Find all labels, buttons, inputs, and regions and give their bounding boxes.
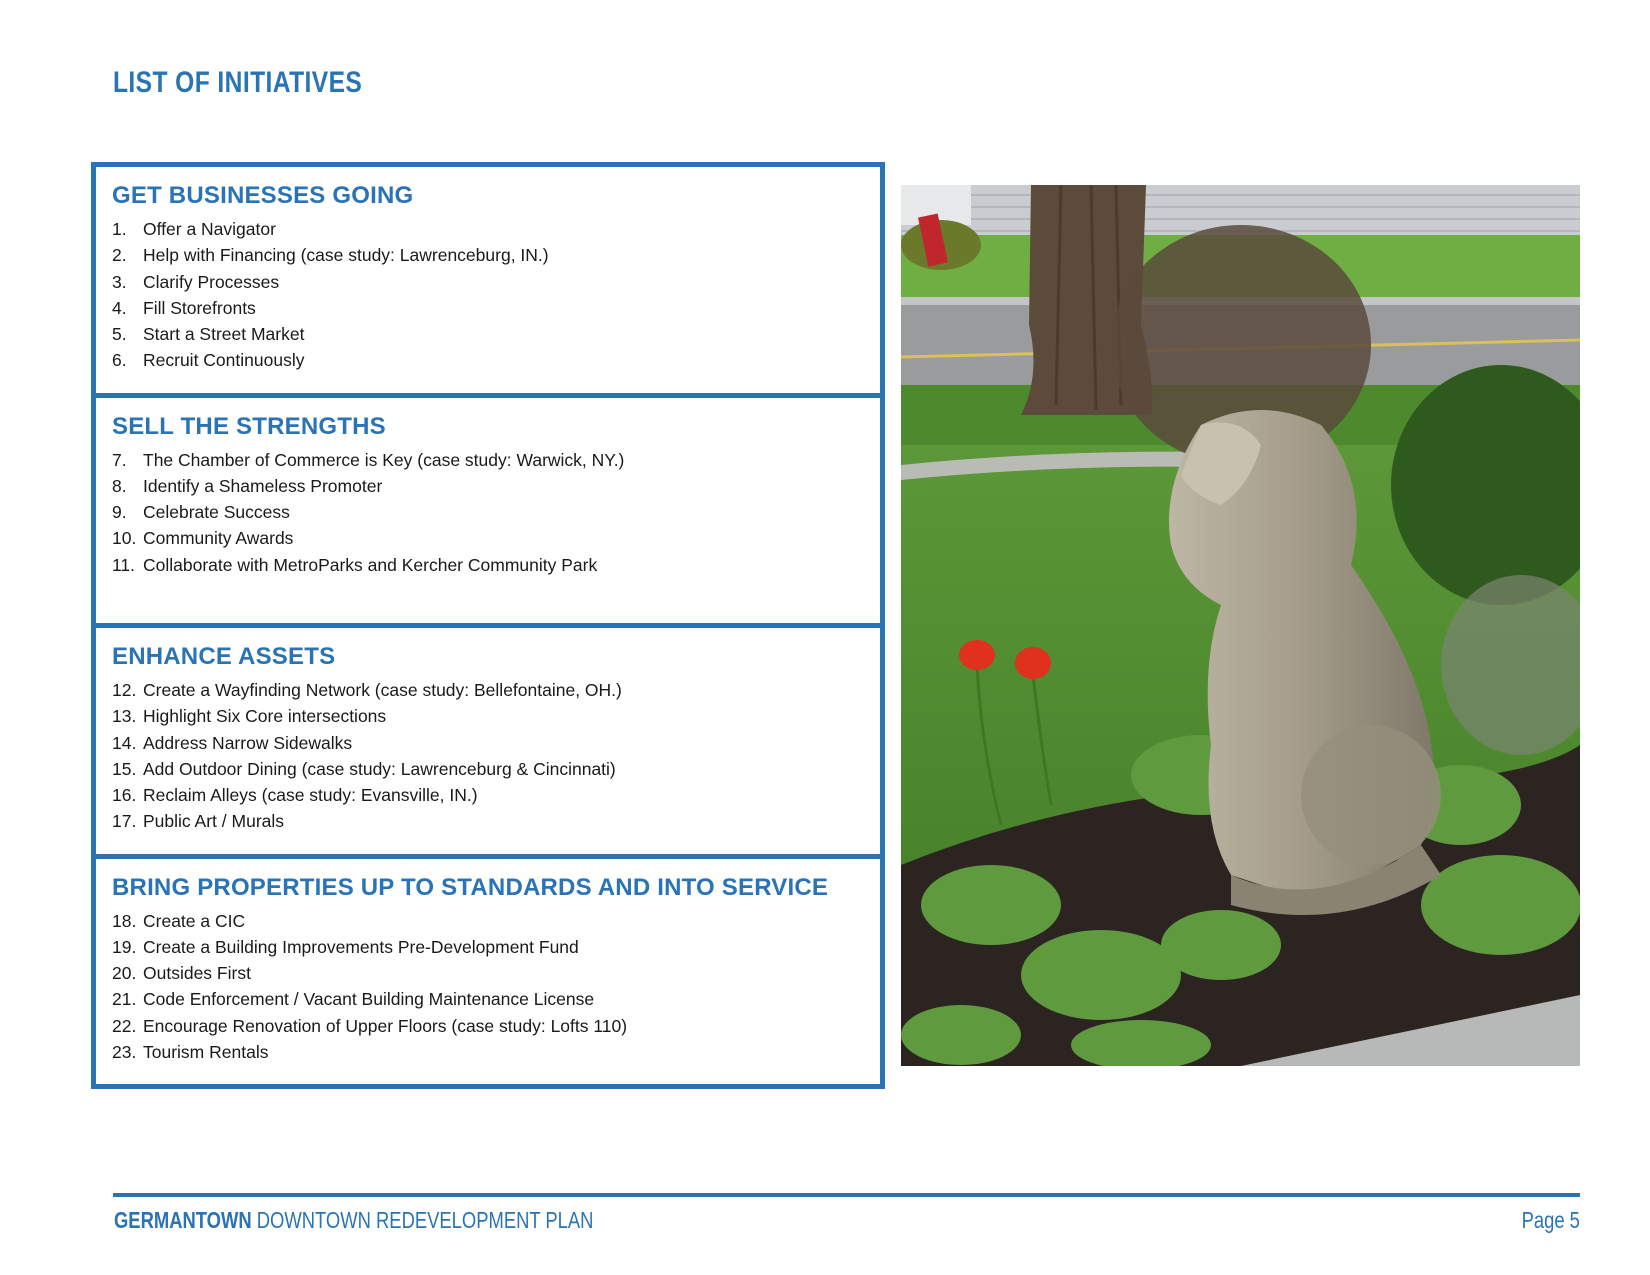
list-item	[112, 756, 864, 782]
list-item	[112, 321, 864, 347]
item-text: Offer a Navigator	[143, 219, 276, 239]
item-number: 1.	[112, 219, 127, 239]
initiative-section	[96, 167, 880, 398]
list-item	[112, 703, 864, 729]
item-text: Highlight Six Core intersections	[143, 706, 387, 727]
item-number: 11.	[112, 554, 136, 575]
initiative-list	[112, 216, 864, 374]
item-text: Code Enforcement / Vacant Building Maintenance License	[143, 989, 595, 1010]
footer-title	[114, 1207, 593, 1234]
initiatives-panel	[91, 162, 885, 1089]
section-title: BRING PROPERTIES UP TO STANDARDS AND INTO SERVICE	[112, 873, 829, 901]
item-text: Identify a Shameless Promoter	[143, 475, 383, 496]
list-item	[112, 447, 864, 473]
initiative-section	[96, 398, 880, 629]
initiative-section	[96, 859, 880, 1085]
item-number: 3.	[112, 271, 127, 292]
item-number: 21.	[112, 989, 137, 1010]
item-text: Public Art / Murals	[143, 811, 285, 832]
item-number: 8.	[112, 475, 127, 496]
item-number: 5.	[112, 324, 127, 345]
section-title: SELL THE STRENGTHS	[112, 412, 386, 440]
item-text: Recruit Continuously	[143, 350, 305, 371]
item-text: Help with Financing (case study: Lawrenceburg, IN.)	[143, 245, 549, 266]
section-title: ENHANCE ASSETS	[112, 643, 336, 670]
list-item	[112, 525, 864, 551]
item-text: The Chamber of Commerce is Key (case study: Warwick, NY.)	[143, 449, 625, 470]
item-number: 19.	[112, 936, 137, 957]
item-text: Reclaim Alleys (case study: Evansville, IN.)	[143, 785, 478, 806]
page-title: LIST OF INITIATIVES	[113, 66, 363, 99]
item-text: Encourage Renovation of Upper Floors (case study: Lofts 110)	[143, 1015, 628, 1036]
list-item	[112, 552, 864, 578]
list-item	[112, 499, 864, 525]
page-number: Page 5	[1521, 1207, 1580, 1233]
item-number: 14.	[112, 732, 137, 753]
item-number: 10.	[112, 528, 137, 549]
footer-brand-strong: GERMANTOWN	[114, 1207, 252, 1233]
list-item	[112, 295, 864, 321]
item-number: 18.	[112, 910, 137, 931]
initiative-section	[96, 628, 880, 859]
item-text: Create a CIC	[143, 910, 246, 931]
initiative-list	[112, 908, 864, 1066]
item-number: 17.	[112, 811, 137, 832]
list-item	[112, 986, 864, 1012]
item-text: Start a Street Market	[143, 324, 305, 345]
item-text: Tourism Rentals	[143, 1041, 269, 1062]
item-number: 9.	[112, 502, 127, 523]
item-text: Create a Wayfinding Network (case study: Bellefontaine, OH.)	[143, 680, 622, 700]
list-item	[112, 216, 864, 242]
item-number: 13.	[112, 706, 137, 727]
item-number: 20.	[112, 963, 137, 984]
item-number: 15.	[112, 758, 137, 779]
list-item	[112, 347, 864, 373]
list-item	[112, 1039, 864, 1065]
list-item	[112, 782, 864, 808]
list-item	[112, 960, 864, 986]
item-text: Address Narrow Sidewalks	[143, 732, 353, 753]
list-item	[112, 808, 864, 834]
item-text: Outsides First	[143, 963, 251, 984]
item-number: 2.	[112, 245, 127, 266]
initiative-list	[112, 677, 864, 835]
list-item	[112, 1013, 864, 1039]
list-item	[112, 908, 864, 934]
item-text: Celebrate Success	[143, 502, 290, 523]
list-item	[112, 730, 864, 756]
footer-brand-rest: DOWNTOWN REDEVELOPMENT PLAN	[251, 1207, 594, 1233]
item-number: 23.	[112, 1041, 137, 1062]
list-item	[112, 242, 864, 268]
item-number: 16.	[112, 785, 137, 806]
item-number: 22.	[112, 1015, 137, 1036]
item-text: Community Awards	[143, 528, 294, 549]
item-number: 6.	[112, 350, 127, 371]
item-text: Add Outdoor Dining (case study: Lawrenceburg & Cincinnati)	[143, 758, 616, 779]
list-item	[112, 473, 864, 499]
item-number: 7.	[112, 449, 127, 470]
list-item	[112, 677, 864, 703]
item-text: Create a Building Improvements Pre-Development Fund	[143, 936, 579, 957]
footer-rule	[113, 1193, 1580, 1197]
item-number: 4.	[112, 297, 127, 318]
lion-statue-photo	[901, 185, 1580, 1066]
list-item	[112, 934, 864, 960]
section-title: GET BUSINESSES GOING	[112, 182, 414, 209]
item-text: Collaborate with MetroParks and Kercher Community Park	[143, 554, 598, 575]
list-item	[112, 269, 864, 295]
item-text: Fill Storefronts	[143, 297, 256, 318]
initiative-list	[112, 447, 864, 578]
item-number: 12.	[112, 680, 137, 700]
item-text: Clarify Processes	[143, 271, 280, 292]
